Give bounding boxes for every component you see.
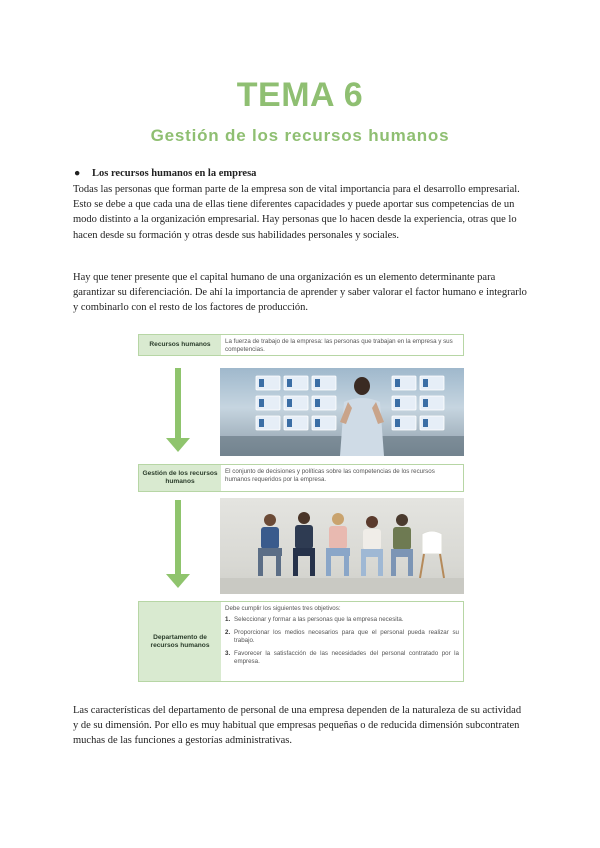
section-heading bbox=[74, 168, 257, 179]
photo-people-waiting bbox=[220, 498, 464, 594]
hr-diagram bbox=[138, 334, 464, 682]
diagram-box-recursos-humanos bbox=[138, 334, 464, 356]
diagram-box-departamento bbox=[138, 601, 464, 682]
photo-man-with-profile-cards bbox=[220, 368, 464, 456]
bullet-icon: ● bbox=[74, 168, 81, 179]
list-item-number: 3. bbox=[225, 649, 231, 657]
list-item-number: 2. bbox=[225, 628, 231, 636]
paragraph: Hay que tener presente que el capital humano de una organización es un elemento determinante para garantizar su diferenciación. De ahí la importancia de aprender y saber valorar el factor humano e integrarlo y combinarlo con el resto de los factores de producción. bbox=[73, 272, 527, 314]
diagram-box-label: Recursos humanos bbox=[139, 335, 221, 355]
list-item bbox=[225, 650, 459, 667]
objectives-list bbox=[225, 616, 459, 667]
list-item-number: 1. bbox=[225, 616, 231, 623]
page-subtitle: Gestión de los recursos humanos bbox=[150, 126, 450, 145]
diagram-box-desc: El conjunto de decisiones y políticas sobre las competencias de los recursos humanos requeridos por la empresa. bbox=[225, 468, 435, 483]
list-item bbox=[225, 629, 459, 646]
arrow-down-icon bbox=[166, 368, 190, 452]
diagram-box-desc bbox=[225, 605, 459, 671]
arrow-down-icon bbox=[166, 500, 190, 588]
list-item-text: Proporcionar los medios necesarios para que el personal pueda realizar su trabajo. bbox=[234, 628, 459, 644]
page-title: TEMA 6 bbox=[236, 76, 364, 114]
diagram-box-label: Gestión de los recursos humanos bbox=[139, 465, 221, 491]
diagram-box-label: Departamento de recursos humanos bbox=[139, 602, 221, 681]
diagram-box-desc: La fuerza de trabajo de la empresa: las personas que trabajan en la empresa y sus competencias. bbox=[225, 338, 453, 353]
section-heading-text: Los recursos humanos en la empresa bbox=[92, 168, 257, 179]
diagram-box-gestion bbox=[138, 464, 464, 492]
people-seated-illustration bbox=[220, 498, 464, 594]
paragraph: Todas las personas que forman parte de la empresa son de vital importancia para el desarrollo empresarial. Esto se debe a que cada una de ellas tiene diferentes capacidades y puede aportar sus competencias de un modo distinto a la organización empresarial. Hay personas que lo hacen desde la experiencia, otras que lo hacen desde su formación y otras desde sus habilidades personales y sociales. bbox=[73, 184, 520, 241]
profile-cards-illustration bbox=[220, 368, 464, 456]
list-item-text: Seleccionar y formar a las personas que la empresa necesita. bbox=[234, 616, 404, 623]
list-item bbox=[225, 616, 459, 625]
list-item-text: Favorecer la satisfacción de las necesidades del personal contratado por la empresa. bbox=[234, 649, 459, 665]
paragraph: Las características del departamento de personal de una empresa dependen de la naturaleza de su actividad y de su dimensión. Por ello es muy habitual que empresas pequeñas o de reducida dimensión subcontraten muchas de las funciones a gestorías administrativas. bbox=[73, 705, 522, 747]
objectives-intro: Debe cumplir los siguientes tres objetivos: bbox=[225, 605, 341, 612]
